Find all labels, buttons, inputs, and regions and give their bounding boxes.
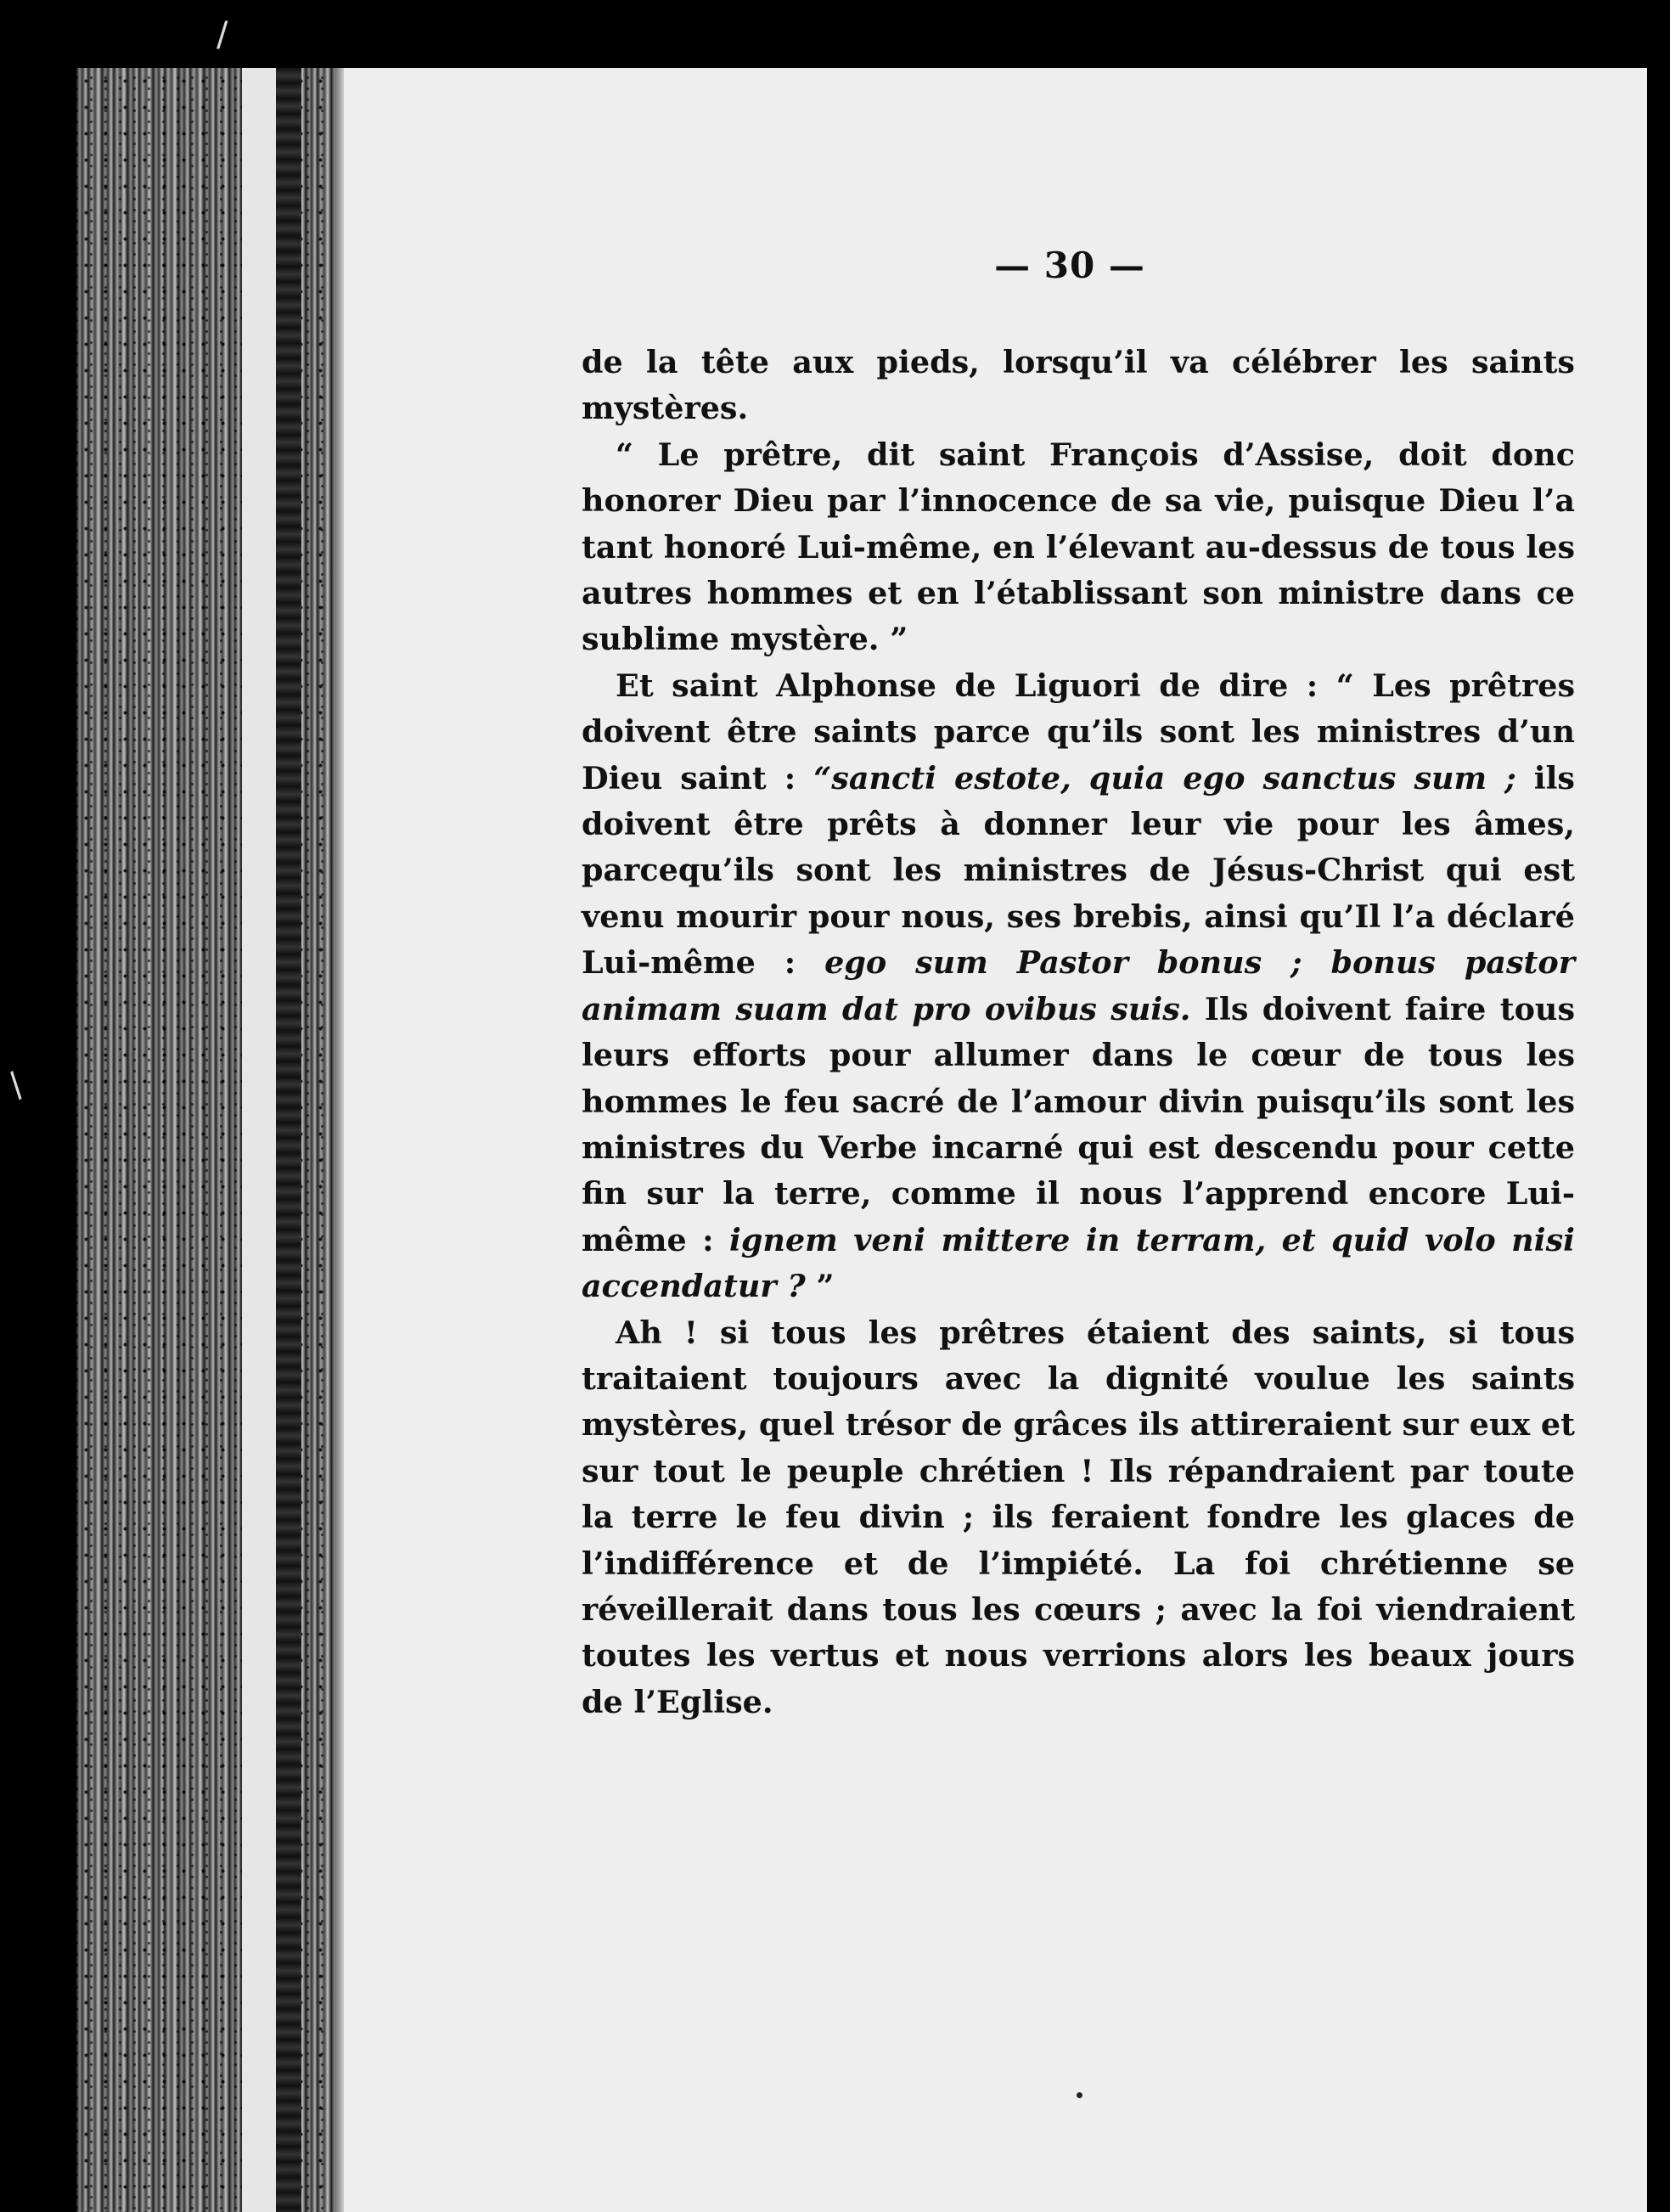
latin-quotation: “sancti estote, quia ego sanctus sum ;	[813, 759, 1516, 796]
text-segment: de la tête aux pieds, lorsqu’il va célébrer les saints mystères.	[582, 344, 1575, 427]
page-edge-shadow	[276, 68, 301, 2212]
paragraph	[582, 663, 1575, 1310]
paragraph	[582, 432, 1575, 663]
specks	[1077, 2092, 1082, 2098]
page-edge-highlight	[242, 68, 276, 2212]
body-text	[582, 340, 1575, 1725]
text-segment: ”	[805, 1268, 835, 1305]
paragraph	[582, 340, 1575, 432]
scan-mark: /	[0, 1066, 32, 1105]
page-edge-speckle	[76, 68, 348, 2212]
paragraph	[582, 1310, 1575, 1726]
scan-mark: /	[216, 15, 228, 54]
text-segment: Ah ! si tous les prêtres étaient des saints, si tous traitaient toujours avec la dignité voulue les saints mystères, quel trésor de grâces ils attireraient sur eux et sur tout le peuple chrétien ! Ils répandraient par toute la terre le feu divin ; ils feraient fondre les glaces de l’indifférence et de l’impiété. La foi chrétienne se réveillerait dans tous les cœurs ; avec la foi viendraient toutes les vertus et nous verrions alors les beaux jours de l’Eglise.	[582, 1314, 1575, 1720]
text-segment: ils doivent être prêts à donner leur vie pour les âmes, parcequ’ils sont les ministres de Jésus-Christ qui est venu mourir pour nous, ses brebis, ainsi qu’Il l’a déclaré Lui-même :	[582, 759, 1575, 982]
page-number: — 30 —	[994, 245, 1145, 286]
latin-quotation: ignem veni mittere in terram, et quid volo nisi accendatur ?	[582, 1221, 1575, 1305]
latin-quotation: ego sum Pastor bonus ; bonus pastor animam suam dat pro ovibus suis.	[582, 944, 1575, 1027]
text-segment: Ils doivent faire tous leurs efforts pour allumer dans le cœur de tous les hommes le feu sacré de l’amour divin puisqu’ils sont les ministres du Verbe incarné qui est descendu pour cette fin sur la terre, comme il nous l’apprend encore Lui-même :	[582, 990, 1576, 1258]
text-segment: “ Le prêtre, dit saint François d’Assise, doit donc honorer Dieu par l’innocence de sa vie, puisque Dieu l’a tant honoré Lui-même, en l’élevant au-dessus de tous les autres hommes et en l’établissant son ministre dans ce sublime mystère. ”	[582, 436, 1575, 658]
text-segment: Et saint Alphonse de Liguori de dire : “ Les prêtres doivent être saints parce qu’ils sont les ministres d’un Dieu saint :	[582, 667, 1575, 796]
